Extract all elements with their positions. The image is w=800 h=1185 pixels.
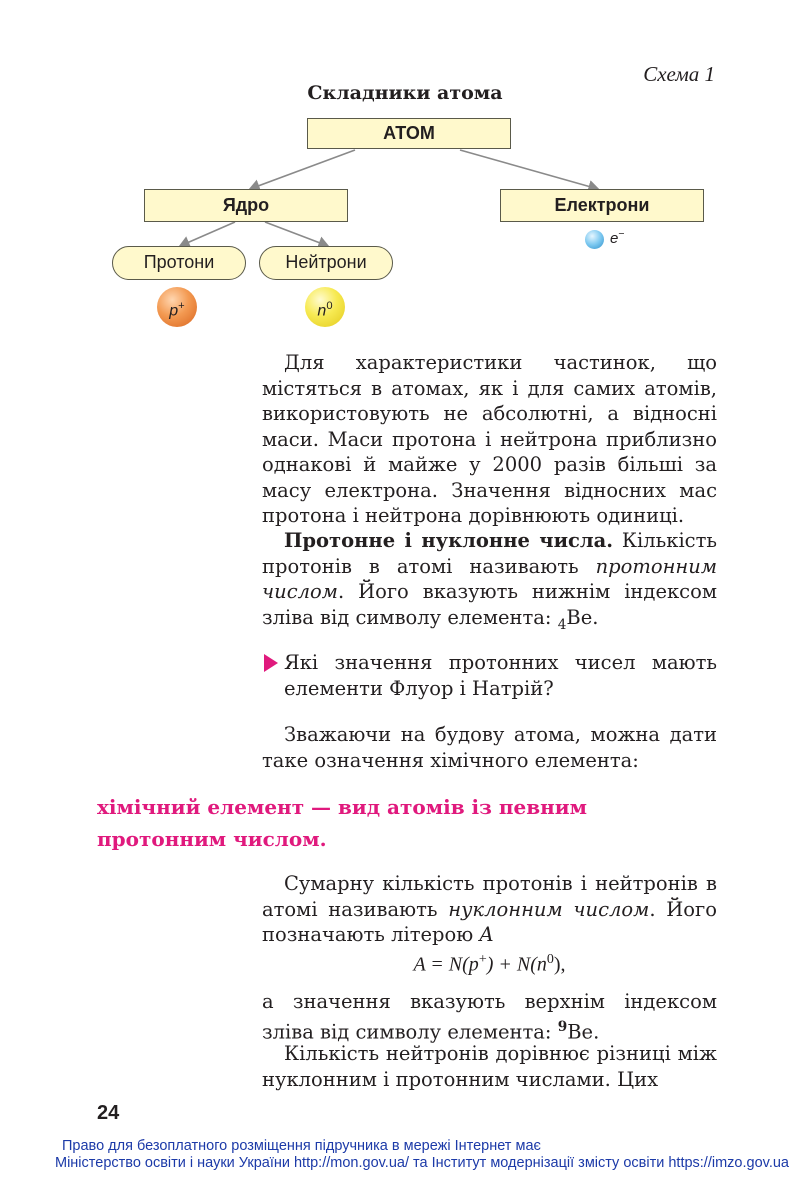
neutron-charge: 0 <box>326 300 333 312</box>
atom-box: АТОМ <box>307 118 511 149</box>
electron-symbol: e <box>610 230 619 247</box>
electrons-box: Електрони <box>500 189 704 222</box>
paragraph-neutron-count: Кількість нейтронів дорівнює різниці між нуклонним і протонним числами. Цих <box>262 1042 717 1091</box>
question: Які значення протонних чисел мають елементи Флуор і Натрій? <box>284 651 717 700</box>
footer-line-1: Право для безоплатного розміщення підручника в мережі Інтернет має <box>62 1138 541 1154</box>
electron-ball <box>585 230 604 249</box>
arrow-atom-nucleus <box>250 150 355 189</box>
nucleus-box: Ядро <box>144 189 348 222</box>
paragraph-proton-number: Протонне і нуклонне числа. Кількість протонів в атомі називають протонним числом. Його вказують нижнім індексом зліва від символу елемента: $_4$Be. <box>262 529 718 633</box>
paragraph-superscript-index: а значення вказують верхнім індексом зліва від символу елемента: $^9$Be. <box>262 990 717 1043</box>
neutrons-pill: Нейтрони <box>259 246 393 280</box>
paragraph-nucleon-number: Сумарну кількість протонів і нейтронів в атомі називають нуклонним числом. Його позначають літерою A <box>262 872 717 946</box>
question-marker-icon <box>264 654 278 672</box>
protons-pill: Протони <box>112 246 246 280</box>
heading-proton-nucleon: Протонне і нуклонне числа. <box>284 529 614 552</box>
arrow-nucleus-protons <box>180 222 235 246</box>
neutron-symbol: n <box>317 302 327 320</box>
formula-nucleon-number: $A = N(p^+) + N(n^0)$, <box>413 952 566 976</box>
proton-number-index: 4 <box>557 616 567 633</box>
diagram-title: Складники атома <box>307 82 503 104</box>
footer-line-2: Міністерство освіти і науки України http://mon.gov.ua/ та Інститут модернізації змісту освіти https://imzo.gov.ua <box>55 1155 789 1171</box>
proton-symbol: p <box>169 302 179 320</box>
nucleon-number-index: 9 <box>557 1018 568 1035</box>
arrow-nucleus-neutrons <box>265 222 328 246</box>
neutron-ball <box>305 287 345 327</box>
page-number: 24 <box>97 1102 120 1124</box>
paragraph-relative-masses: Для характеристики частинок, що містяться в атомах, як і для самих атомів, використовують не абсолютні, а відносні маси. Маси протона і нейтрона приблизно однакові й майже у 2000 разів більші за масу електрона. Значення відносних мас протона і нейтрона дорівнюють одиниці. <box>262 351 717 527</box>
proton-ball <box>157 287 197 327</box>
arrow-atom-electrons <box>460 150 598 189</box>
diagram-arrows <box>0 0 800 340</box>
proton-charge: + <box>178 300 185 312</box>
electron-label <box>610 228 624 247</box>
definition-chemical-element: хімічний елемент — вид атомів із певним протонним числом. <box>97 795 587 851</box>
schema-label: Схема 1 <box>643 62 715 86</box>
paragraph-element-intro: Зважаючи на будову атома, можна дати таке означення хімічного елемента: <box>262 723 717 772</box>
electron-charge: − <box>618 228 625 240</box>
